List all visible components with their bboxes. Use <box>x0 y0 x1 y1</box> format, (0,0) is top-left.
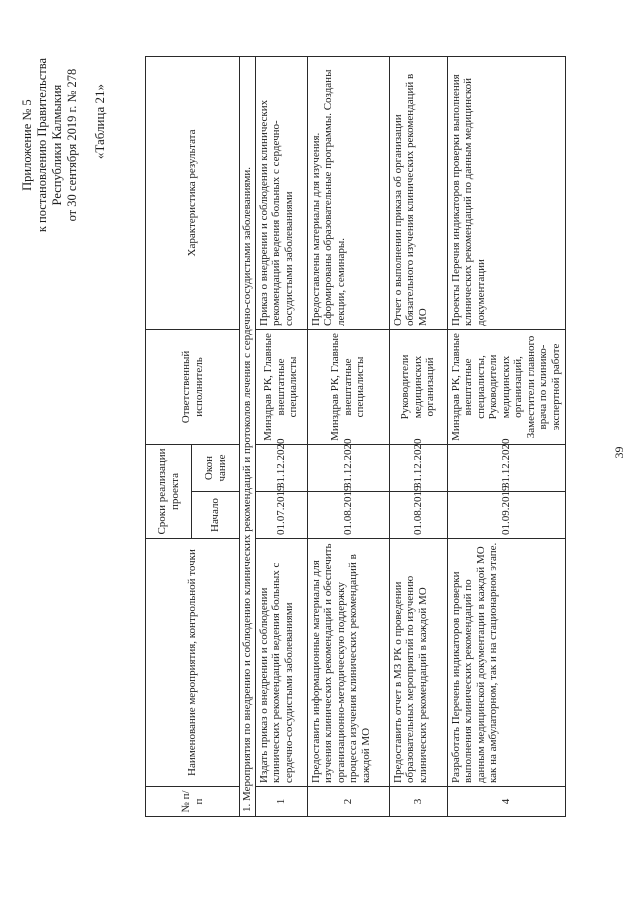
header-line: Республики Калмыкия <box>50 84 64 206</box>
row-result: Проекты Перечня индикаторов проверки выполнения клинических рекомендаций по данным медицинской документации <box>447 56 565 329</box>
header-num: № п/п <box>146 787 240 817</box>
row-start: 01.07.2019 <box>255 492 307 539</box>
row-name: Предоставить информационные материалы для изучения клинических рекомендаций и обеспечить организационно-методическую поддержку процесса изучения клинических рекомендаций в каждой МО <box>307 539 389 787</box>
events-table <box>145 56 566 817</box>
row-name: Предоставить отчет в МЗ РК о проведении образовательных мероприятий по изучению клинических рекомендаций в каждой МО <box>389 539 447 787</box>
row-num: 4 <box>447 787 565 817</box>
row-num: 1 <box>255 787 307 817</box>
row-name: Разработать Перечень индикаторов проверки выполнения клинических рекомендаций по данным медицинской документации в каждой МО как на амбулаторном, так и на стационарном этапе. <box>447 539 565 787</box>
section-title: 1. Мероприятия по внедрению и соблюдению клинических рекомендаций и протоколов лечения с сердечно-сосудистыми заболеваниями. <box>240 56 256 816</box>
table-row <box>447 56 565 816</box>
header-name: Наименование мероприятия, контрольной точки <box>146 539 240 787</box>
header-start: Начало <box>192 492 240 539</box>
row-responsible: Минздрав РК, Главные внештатные специалисты <box>307 329 389 444</box>
header-line: Приложение № 5 <box>20 99 34 191</box>
header-end: Окон чание <box>192 444 240 491</box>
page-number: 39 <box>612 446 626 459</box>
header-responsible: Ответственный исполнитель <box>146 329 240 444</box>
row-responsible: Руководители медицинских организаций <box>389 329 447 444</box>
row-start: 01.09.2019 <box>447 492 565 539</box>
row-num: 2 <box>307 787 389 817</box>
row-name: Издать приказ о внедрении и соблюдении клинических рекомендаций ведения больных с сердечно-сосудистыми заболеваниями <box>255 539 307 787</box>
row-start: 01.08.2019 <box>389 492 447 539</box>
header-line: от 30 сентября 2019 г. № 278 <box>65 68 79 222</box>
table-row <box>307 56 389 816</box>
table-row <box>255 56 307 816</box>
table-number: «Таблица 21» <box>92 84 107 160</box>
row-result: Приказ о внедрении и соблюдении клинических рекомендаций ведения больных с сердечно-сосудистыми заболеваниями <box>255 56 307 329</box>
row-result: Отчет о выполнении приказа об организации обязательного изучения клинических рекомендаций в МО <box>389 56 447 329</box>
row-num: 3 <box>389 787 447 817</box>
appendix-header <box>20 58 80 232</box>
row-responsible: Минздрав РК, Главные внештатные специалисты <box>255 329 307 444</box>
row-end: 31.12.2020 <box>307 444 389 491</box>
row-result: Предоставлены материалы для изучения. Сформированы образовательные программы. Созданы лекции, семинары. <box>307 56 389 329</box>
row-end: 31.12.2020 <box>255 444 307 491</box>
header-line: к постановлению Правительства <box>35 58 49 233</box>
row-end: 31.12.2020 <box>389 444 447 491</box>
row-end: 31.12.2020 <box>447 444 565 491</box>
table-row <box>389 56 447 816</box>
row-start: 01.08.2019 <box>307 492 389 539</box>
row-responsible: Минздрав РК, Главные внештатные специалисты, Руководители медицинских организаций, Заместители главного врача по клинико-экспертной работе <box>447 329 565 444</box>
header-result: Характеристика результата <box>146 56 240 329</box>
header-period: Сроки реализации проекта <box>146 444 192 538</box>
